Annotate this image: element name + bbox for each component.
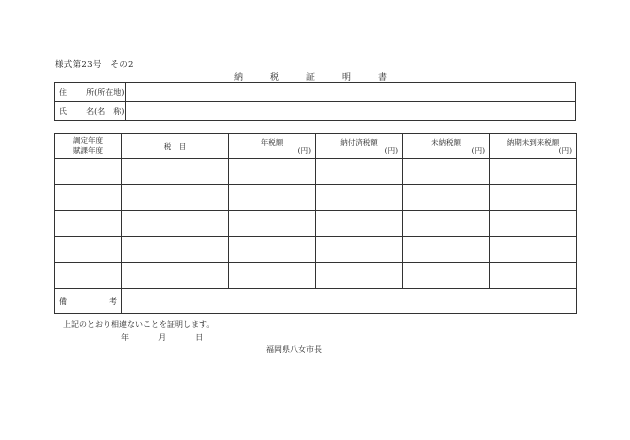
header-tax-item: 税 目 — [122, 134, 229, 159]
cell-paid-tax[interactable] — [316, 159, 403, 185]
header-paid-tax-label: 納付済税額 — [340, 138, 378, 147]
cell-tax-item[interactable] — [122, 185, 229, 211]
header-unit-yen: (円) — [558, 146, 572, 155]
remarks-label-char-1: 備 — [59, 296, 67, 306]
table-row — [55, 159, 577, 185]
applicant-info-table — [54, 82, 576, 121]
date-day: 日 — [195, 333, 204, 342]
address-label-rest: 所(所在地) — [86, 87, 125, 97]
cell-tax-item[interactable] — [122, 237, 229, 263]
form-number: 様式第23号 その2 — [55, 60, 134, 70]
cell-annual-tax[interactable] — [229, 211, 316, 237]
cell-tax-item[interactable] — [122, 263, 229, 289]
address-row — [55, 83, 576, 102]
cell-not-due-tax[interactable] — [490, 159, 577, 185]
header-not-due-tax-label: 納期未到来税額 — [506, 138, 560, 147]
name-value[interactable] — [126, 102, 576, 121]
table-header-row — [55, 134, 577, 159]
cell-annual-tax[interactable] — [229, 185, 316, 211]
issuer-name: 福岡県八女市長 — [266, 345, 322, 354]
cell-paid-tax[interactable] — [316, 237, 403, 263]
date-month: 月 — [158, 333, 167, 342]
cell-not-due-tax[interactable] — [490, 185, 577, 211]
cell-annual-tax[interactable] — [229, 159, 316, 185]
cell-year[interactable] — [55, 263, 122, 289]
address-label-char: 住 — [59, 87, 67, 97]
document-title: 納 税 証 明 書 — [233, 73, 396, 83]
header-paid-tax — [316, 134, 403, 159]
cell-not-due-tax[interactable] — [490, 211, 577, 237]
tax-details-table — [54, 133, 577, 314]
table-row — [55, 263, 577, 289]
cell-tax-item[interactable] — [122, 159, 229, 185]
header-annual-tax-label: 年税額 — [260, 138, 284, 147]
cell-year[interactable] — [55, 237, 122, 263]
header-year — [55, 134, 122, 159]
cell-paid-tax[interactable] — [316, 263, 403, 289]
header-annual-tax — [229, 134, 316, 159]
cell-tax-item[interactable] — [122, 211, 229, 237]
cell-unpaid-tax[interactable] — [403, 211, 490, 237]
header-unit-yen: (円) — [384, 146, 398, 155]
header-year-levy: 賦課年度 — [73, 146, 103, 155]
header-unit-yen: (円) — [297, 146, 311, 155]
cell-annual-tax[interactable] — [229, 263, 316, 289]
table-row — [55, 211, 577, 237]
cell-unpaid-tax[interactable] — [403, 185, 490, 211]
cell-not-due-tax[interactable] — [490, 263, 577, 289]
table-row — [55, 237, 577, 263]
cell-paid-tax[interactable] — [316, 211, 403, 237]
header-year-assessment: 調定年度 — [73, 136, 103, 145]
name-label — [55, 102, 126, 121]
cell-not-due-tax[interactable] — [490, 237, 577, 263]
cell-unpaid-tax[interactable] — [403, 237, 490, 263]
name-label-rest: 名(名 称) — [86, 106, 125, 116]
issue-date — [121, 332, 203, 343]
header-unpaid-tax-label: 未納税額 — [431, 138, 461, 147]
cell-unpaid-tax[interactable] — [403, 159, 490, 185]
cell-year[interactable] — [55, 159, 122, 185]
remarks-row — [55, 289, 577, 314]
remarks-label-char-2: 考 — [109, 296, 117, 306]
cell-annual-tax[interactable] — [229, 237, 316, 263]
address-value[interactable] — [126, 83, 576, 102]
header-unpaid-tax — [403, 134, 490, 159]
name-row — [55, 102, 576, 121]
cell-unpaid-tax[interactable] — [403, 263, 490, 289]
name-label-char: 氏 — [59, 106, 67, 116]
cell-paid-tax[interactable] — [316, 185, 403, 211]
remarks-label — [55, 289, 122, 314]
date-year: 年 — [121, 333, 129, 342]
certification-statement: 上記のとおり相違ないことを証明します。 — [63, 320, 215, 329]
cell-year[interactable] — [55, 211, 122, 237]
cell-year[interactable] — [55, 185, 122, 211]
header-unit-yen: (円) — [471, 146, 485, 155]
address-label — [55, 83, 126, 102]
table-row — [55, 185, 577, 211]
remarks-value[interactable] — [122, 289, 577, 314]
header-not-due-tax — [490, 134, 577, 159]
